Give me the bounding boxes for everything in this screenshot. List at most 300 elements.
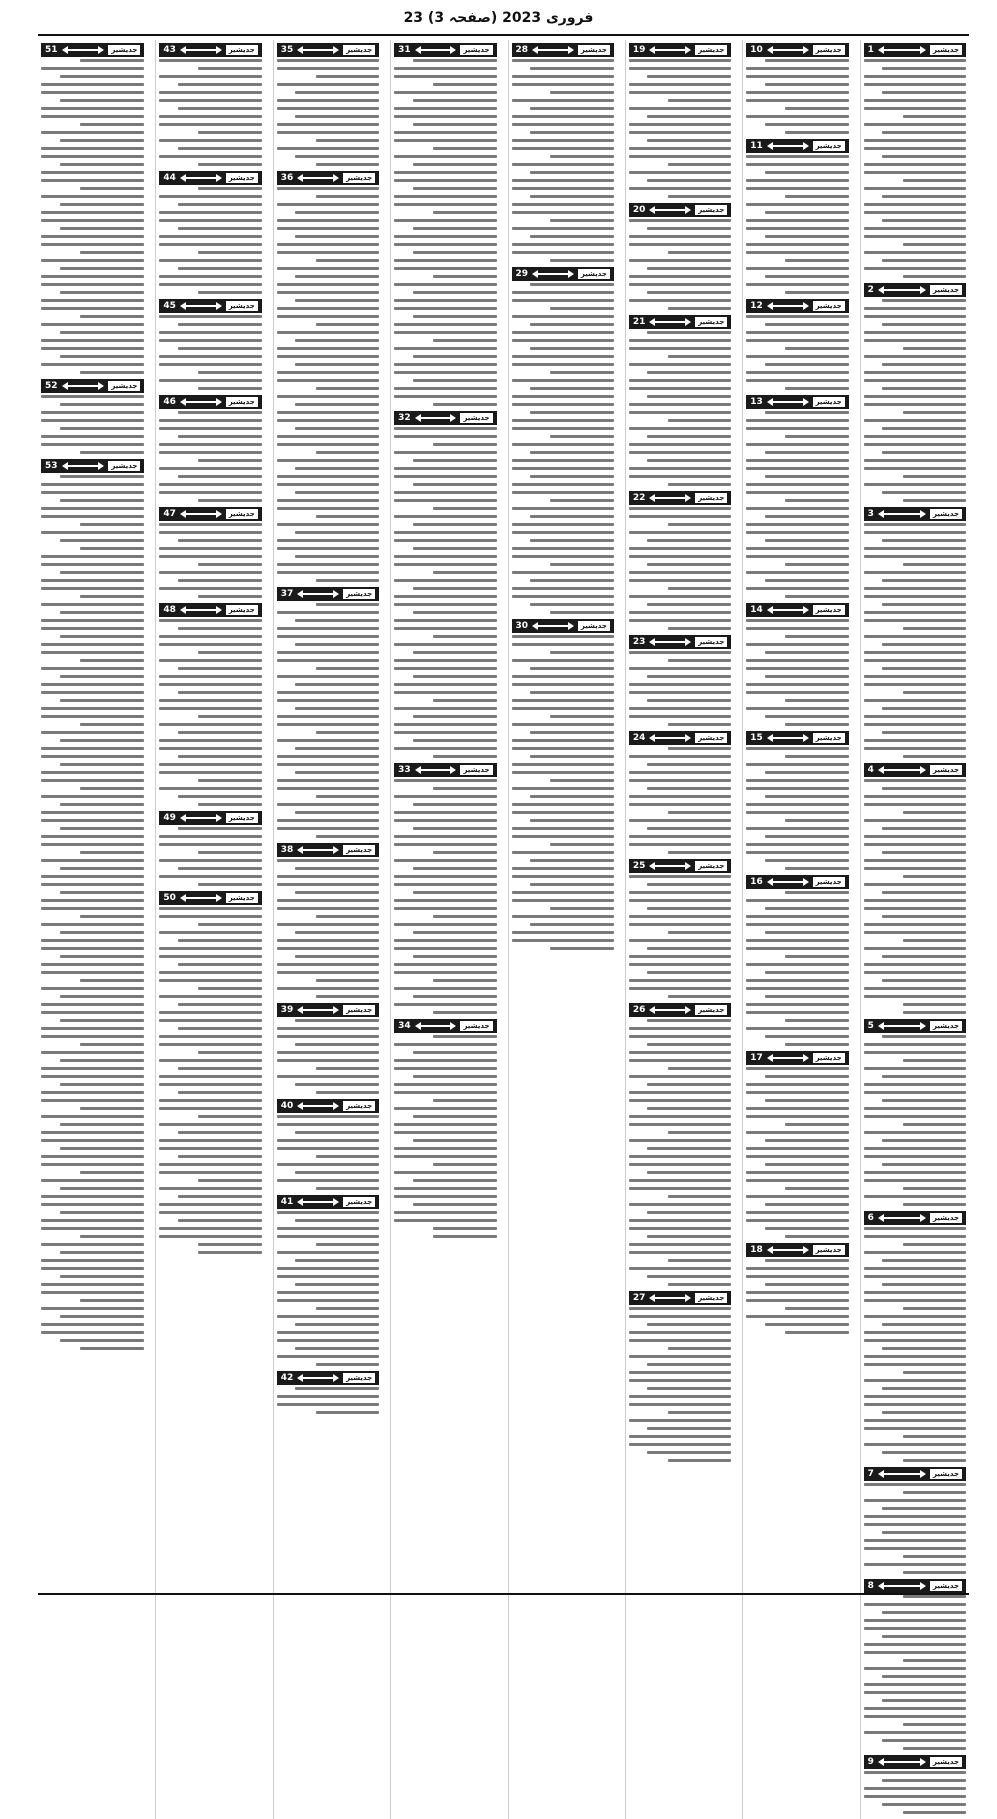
text-line — [316, 979, 379, 982]
news-column — [742, 40, 851, 1819]
text-line — [295, 211, 379, 214]
text-line — [159, 931, 261, 934]
text-line — [550, 155, 613, 158]
text-line — [629, 403, 731, 406]
text-line — [512, 507, 614, 510]
text-line — [41, 747, 144, 750]
text-line — [629, 123, 731, 126]
text-line — [746, 1131, 848, 1134]
text-line — [629, 1219, 731, 1222]
text-line — [277, 971, 379, 974]
text-line — [295, 1219, 379, 1222]
text-line — [864, 1235, 966, 1238]
text-line — [159, 211, 261, 214]
text-line — [433, 571, 496, 574]
text-line — [433, 83, 496, 86]
text-line — [647, 883, 731, 886]
text-line — [159, 315, 261, 318]
text-line — [295, 1323, 379, 1326]
text-line — [530, 539, 614, 542]
text-line — [159, 907, 261, 910]
text-line — [41, 307, 144, 310]
item-tag: جدیشیر — [226, 893, 258, 903]
text-line — [295, 955, 379, 958]
text-line — [882, 1531, 966, 1534]
text-line — [746, 155, 848, 158]
item-number: 22 — [632, 493, 646, 503]
text-line — [629, 1115, 731, 1118]
text-line — [668, 163, 731, 166]
text-line — [647, 331, 731, 334]
text-line — [277, 763, 379, 766]
text-line — [512, 587, 614, 590]
text-line — [295, 1347, 379, 1350]
text-line — [277, 123, 379, 126]
text-line — [746, 1067, 848, 1070]
text-line — [647, 371, 731, 374]
item-tag: جدیشیر — [813, 141, 845, 151]
text-line — [198, 595, 261, 598]
text-line — [277, 371, 379, 374]
text-line — [785, 819, 848, 822]
text-line — [277, 251, 379, 254]
text-line — [512, 635, 614, 638]
text-line — [785, 1331, 848, 1334]
item-number: 20 — [632, 205, 646, 215]
text-line — [60, 203, 145, 206]
item-body-text — [629, 1307, 731, 1462]
item-body-text — [746, 155, 848, 294]
text-line — [394, 1155, 496, 1158]
text-line — [60, 499, 145, 502]
item-body-text — [512, 635, 614, 950]
text-line — [668, 195, 731, 198]
news-item — [277, 587, 379, 838]
item-body-text — [864, 1595, 966, 1750]
text-line — [413, 955, 497, 958]
text-line — [60, 827, 145, 830]
text-line — [433, 339, 496, 342]
text-line — [785, 723, 848, 726]
news-item — [746, 1051, 848, 1238]
text-line — [316, 603, 379, 606]
text-line — [159, 971, 261, 974]
text-line — [746, 843, 848, 846]
text-line — [159, 675, 261, 678]
double-arrow-icon — [651, 1009, 689, 1011]
text-line — [512, 395, 614, 398]
text-line — [746, 1267, 848, 1270]
text-line — [512, 59, 614, 62]
text-line — [629, 939, 731, 942]
text-line — [60, 611, 145, 614]
text-line — [765, 1075, 849, 1078]
double-arrow-icon — [651, 497, 689, 499]
text-line — [765, 795, 849, 798]
text-line — [512, 419, 614, 422]
text-line — [765, 1227, 849, 1230]
item-body-text — [864, 1771, 966, 1814]
text-line — [629, 1371, 731, 1374]
text-line — [159, 1227, 261, 1230]
text-line — [295, 115, 379, 118]
text-line — [629, 1251, 731, 1254]
text-line — [746, 227, 848, 230]
news-item — [512, 43, 614, 262]
text-line — [785, 699, 848, 702]
text-line — [41, 491, 144, 494]
text-line — [413, 715, 497, 718]
item-number-banner — [394, 763, 496, 777]
text-line — [159, 1171, 261, 1174]
text-line — [864, 531, 966, 534]
text-line — [394, 91, 496, 94]
text-line — [159, 955, 261, 958]
text-line — [178, 827, 262, 830]
text-line — [41, 1267, 144, 1270]
text-line — [198, 1243, 261, 1246]
text-line — [394, 1003, 496, 1006]
text-line — [882, 787, 966, 790]
text-line — [277, 1051, 379, 1054]
text-line — [864, 395, 966, 398]
text-line — [864, 1523, 966, 1526]
news-item — [512, 267, 614, 614]
text-line — [530, 667, 614, 670]
text-line — [903, 1811, 966, 1814]
text-line — [277, 331, 379, 334]
item-tag: جدیشیر — [108, 381, 140, 391]
text-line — [80, 315, 144, 318]
text-line — [746, 339, 848, 342]
text-line — [903, 939, 966, 942]
text-line — [746, 1147, 848, 1150]
text-line — [530, 67, 614, 70]
item-tag: جدیشیر — [695, 205, 727, 215]
text-line — [765, 907, 849, 910]
text-line — [512, 699, 614, 702]
text-line — [433, 1035, 496, 1038]
item-number: 15 — [750, 733, 763, 743]
text-line — [295, 275, 379, 278]
text-line — [864, 1667, 966, 1670]
item-tag: جدیشیر — [695, 1293, 727, 1303]
text-line — [864, 1299, 966, 1302]
text-line — [60, 739, 145, 742]
double-arrow-icon — [769, 881, 807, 883]
text-line — [41, 1259, 144, 1262]
text-line — [629, 507, 731, 510]
text-line — [198, 251, 261, 254]
text-line — [316, 995, 379, 998]
text-line — [882, 131, 966, 134]
item-tag: جدیشیر — [226, 397, 258, 407]
item-number: 51 — [45, 45, 58, 55]
text-line — [785, 195, 848, 198]
item-number-banner — [746, 603, 848, 617]
text-line — [295, 811, 379, 814]
text-line — [178, 147, 262, 150]
text-line — [178, 691, 262, 694]
item-number-banner — [277, 1099, 379, 1113]
text-line — [629, 1123, 731, 1126]
text-line — [746, 947, 848, 950]
item-tag: جدیشیر — [343, 173, 375, 183]
text-line — [178, 1219, 262, 1222]
text-line — [746, 219, 848, 222]
item-number: 25 — [632, 861, 646, 871]
text-line — [629, 779, 731, 782]
text-line — [512, 299, 614, 302]
text-line — [647, 763, 731, 766]
text-line — [433, 275, 496, 278]
text-line — [413, 523, 497, 526]
text-line — [629, 363, 731, 366]
item-body-text — [746, 619, 848, 726]
text-line — [277, 379, 379, 382]
text-line — [277, 1115, 379, 1118]
text-line — [668, 811, 731, 814]
text-line — [629, 243, 731, 246]
text-line — [41, 555, 144, 558]
text-line — [785, 1043, 848, 1046]
text-line — [864, 1195, 966, 1198]
text-line — [864, 147, 966, 150]
text-line — [295, 403, 379, 406]
item-tag: جدیشیر — [108, 45, 140, 55]
text-line — [394, 627, 496, 630]
text-line — [629, 915, 731, 918]
text-line — [903, 1459, 966, 1462]
text-line — [746, 251, 848, 254]
text-line — [277, 347, 379, 350]
news-item — [629, 43, 731, 198]
text-line — [413, 547, 497, 550]
text-line — [413, 163, 497, 166]
text-line — [629, 299, 731, 302]
text-line — [512, 483, 614, 486]
item-number-banner — [394, 43, 496, 57]
text-line — [159, 531, 261, 534]
text-line — [394, 1171, 496, 1174]
text-line — [882, 155, 966, 158]
text-line — [903, 243, 966, 246]
text-line — [394, 971, 496, 974]
text-line — [550, 499, 613, 502]
text-line — [41, 363, 144, 366]
item-tag: جدیشیر — [695, 861, 727, 871]
item-tag: جدیشیر — [343, 1101, 375, 1111]
text-line — [512, 467, 614, 470]
double-arrow-icon — [182, 609, 220, 611]
text-line — [41, 947, 144, 950]
text-line — [629, 1099, 731, 1102]
text-line — [277, 627, 379, 630]
item-body-text — [746, 1067, 848, 1238]
text-line — [864, 995, 966, 998]
text-line — [433, 403, 496, 406]
text-line — [903, 563, 966, 566]
text-line — [41, 1131, 144, 1134]
text-line — [629, 339, 731, 342]
text-line — [864, 587, 966, 590]
text-line — [394, 1083, 496, 1086]
text-line — [394, 683, 496, 686]
text-line — [512, 851, 614, 854]
text-line — [882, 1739, 966, 1742]
text-line — [864, 59, 966, 62]
text-line — [433, 147, 496, 150]
text-line — [159, 443, 261, 446]
text-line — [178, 627, 262, 630]
text-line — [159, 1211, 261, 1214]
text-line — [903, 1595, 966, 1598]
news-item — [864, 283, 966, 502]
text-line — [647, 1427, 731, 1430]
item-number: 47 — [163, 509, 176, 519]
text-line — [433, 1227, 496, 1230]
text-line — [746, 1171, 848, 1174]
text-line — [394, 75, 496, 78]
double-arrow-icon — [182, 513, 220, 515]
text-line — [316, 1067, 379, 1070]
item-number-banner — [864, 1019, 966, 1033]
text-line — [178, 667, 262, 670]
text-line — [629, 923, 731, 926]
text-line — [316, 915, 379, 918]
item-number: 30 — [515, 621, 529, 631]
news-item — [864, 1467, 966, 1574]
text-line — [512, 443, 614, 446]
text-line — [60, 1187, 145, 1190]
text-line — [394, 619, 496, 622]
text-line — [746, 747, 848, 750]
text-line — [512, 291, 614, 294]
text-line — [629, 547, 731, 550]
item-number: 53 — [45, 461, 58, 471]
item-body-text — [277, 1211, 379, 1366]
text-line — [41, 707, 144, 710]
item-number-banner — [159, 43, 261, 57]
item-number-banner — [159, 603, 261, 617]
text-line — [629, 1187, 731, 1190]
text-line — [882, 1283, 966, 1286]
text-line — [864, 1051, 966, 1054]
item-number: 31 — [398, 45, 411, 55]
text-line — [629, 379, 731, 382]
item-number: 2 — [867, 285, 874, 295]
text-line — [864, 339, 966, 342]
text-line — [60, 995, 145, 998]
text-line — [512, 315, 614, 318]
news-item — [277, 1371, 379, 1414]
text-line — [903, 411, 966, 414]
text-line — [159, 739, 261, 742]
item-number-banner — [159, 171, 261, 185]
text-line — [864, 1363, 966, 1366]
text-line — [530, 107, 614, 110]
text-line — [647, 1107, 731, 1110]
text-line — [277, 507, 379, 510]
text-line — [80, 595, 144, 598]
text-line — [864, 835, 966, 838]
text-line — [785, 1019, 848, 1022]
text-line — [647, 291, 731, 294]
text-line — [647, 1323, 731, 1326]
item-tag: جدیشیر — [930, 1021, 962, 1031]
text-line — [864, 1691, 966, 1694]
text-line — [159, 219, 261, 222]
text-line — [765, 1283, 849, 1286]
text-line — [60, 291, 145, 294]
text-line — [765, 171, 849, 174]
item-number-banner — [277, 1371, 379, 1385]
news-item — [864, 1211, 966, 1462]
item-number-banner — [394, 1019, 496, 1033]
text-line — [882, 891, 966, 894]
text-line — [159, 643, 261, 646]
item-body-text — [41, 475, 144, 550]
text-line — [295, 91, 379, 94]
text-line — [864, 1155, 966, 1158]
text-line — [41, 715, 144, 718]
text-line — [864, 1267, 966, 1270]
text-line — [903, 1491, 966, 1494]
text-line — [629, 451, 731, 454]
text-line — [394, 947, 496, 950]
text-line — [512, 811, 614, 814]
text-line — [159, 99, 261, 102]
text-line — [765, 1203, 849, 1206]
item-number-banner — [41, 43, 144, 57]
text-line — [295, 683, 379, 686]
text-line — [277, 219, 379, 222]
text-line — [159, 723, 261, 726]
item-number: 40 — [280, 1101, 294, 1111]
text-line — [746, 1011, 848, 1014]
text-line — [295, 867, 379, 870]
text-line — [41, 923, 144, 926]
text-line — [882, 259, 966, 262]
news-item — [746, 395, 848, 598]
text-line — [394, 1091, 496, 1094]
text-line — [882, 299, 966, 302]
text-line — [668, 747, 731, 750]
item-number-banner — [746, 43, 848, 57]
text-line — [864, 635, 966, 638]
news-item — [746, 1243, 848, 1334]
item-number: 9 — [867, 1757, 874, 1767]
text-line — [746, 1195, 848, 1198]
text-line — [512, 363, 614, 366]
text-line — [629, 987, 731, 990]
text-line — [159, 75, 261, 78]
text-line — [277, 131, 379, 134]
text-line — [295, 299, 379, 302]
text-line — [178, 435, 262, 438]
text-line — [647, 1171, 731, 1174]
text-line — [159, 683, 261, 686]
text-line — [159, 139, 261, 142]
text-line — [413, 803, 497, 806]
text-line — [647, 227, 731, 230]
text-line — [864, 267, 966, 270]
text-line — [277, 571, 379, 574]
text-line — [277, 779, 379, 782]
text-line — [864, 571, 966, 574]
text-line — [159, 1035, 261, 1038]
item-number-banner — [512, 267, 614, 281]
